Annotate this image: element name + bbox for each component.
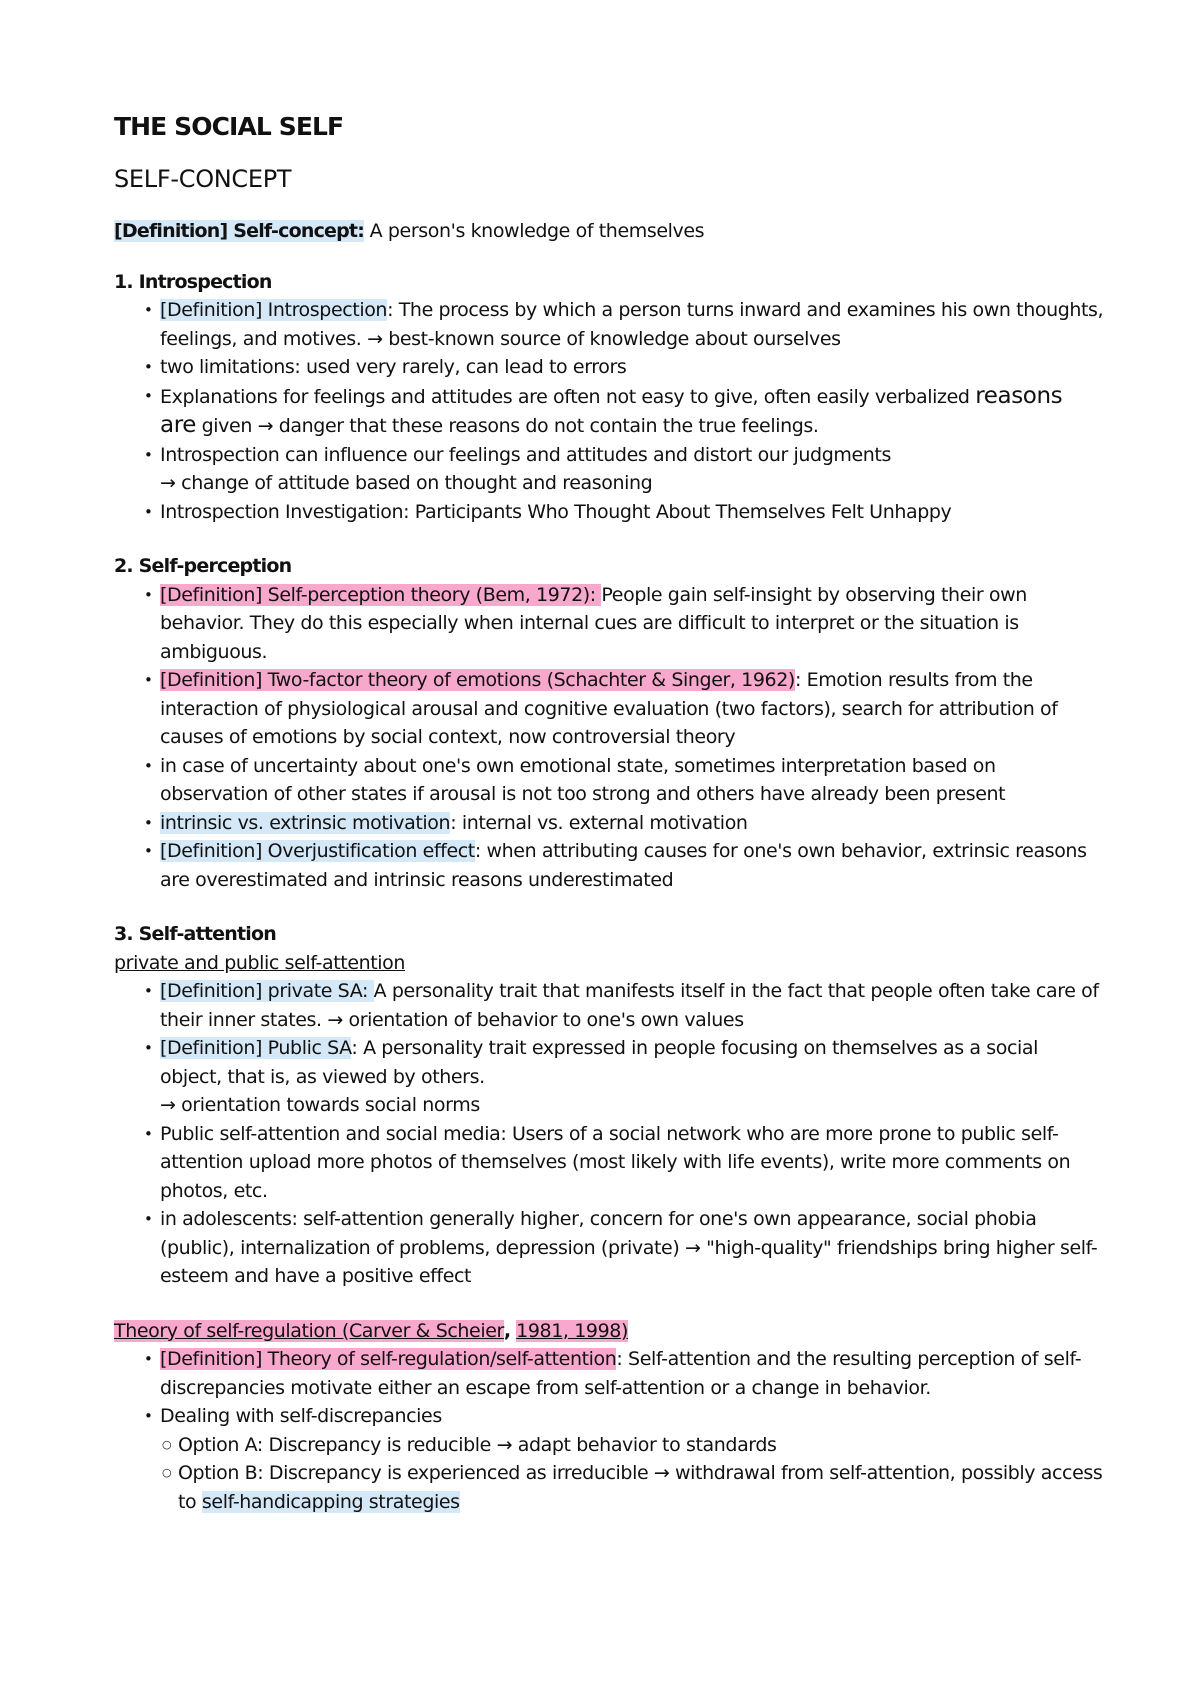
enlarged-text: reasons are — [160, 382, 1063, 438]
highlight-definition: [Definition] Theory of self-regulation/self-attention — [160, 1348, 617, 1370]
list-item-text: Dealing with self-discrepancies — [160, 1405, 442, 1427]
list-item-text: given → danger that these reasons do not contain the true feelings. — [196, 415, 819, 437]
list-item-text: : when attributing causes for one's own behavior, extrinsic reasons are overestimated and intrinsic reasons underestimated — [160, 840, 1087, 891]
list-item-text: A personality trait that manifests itself in the fact that people often take care of their inner states. → orientation of behavior to one's own values — [160, 980, 1099, 1031]
highlight-definition: [Definition] Two-factor theory of emotions (Schachter & Singer, 1962) — [160, 669, 795, 691]
list-item — [160, 977, 1104, 1034]
list-item-text: Explanations for feelings and attitudes are often not easy to give, often easily verbalized — [160, 385, 976, 408]
list-item — [160, 666, 1104, 752]
sublist-item: ○ Option A: Discrepancy is reducible → adapt behavior to standards — [178, 1431, 1104, 1460]
self-concept-definition — [114, 217, 1104, 246]
list-item — [160, 296, 1104, 353]
highlight-definition: [Definition] Public SA — [160, 1037, 352, 1059]
self-regulation-list — [114, 1345, 1104, 1516]
section-self-perception — [114, 552, 1104, 894]
list-item — [160, 382, 1104, 441]
section-title-self-perception: 2. Self-perception — [114, 555, 292, 577]
list-item — [160, 809, 1104, 838]
highlight-definition: [Definition] Self-perception theory (Bem, 1972): — [160, 583, 602, 606]
list-item: • in case of uncertainty about one's own emotional state, sometimes interpretation based on observation of other states if arousal is not too strong and others have already been present — [160, 752, 1104, 809]
list-item-text: → orientation towards social norms — [160, 1094, 480, 1116]
page-title: THE SOCIAL SELF — [114, 112, 344, 141]
list-item-text: : internal vs. external motivation — [450, 811, 748, 834]
list-item: • Introspection Investigation: Participants Who Thought About Themselves Felt Unhappy — [160, 498, 1104, 527]
introspection-list — [114, 296, 1104, 526]
theory-heading-part-b: 1981, 1998) — [516, 1319, 628, 1342]
theory-heading-part-a: Theory of self-regulation (Carver & Scheier — [114, 1319, 504, 1342]
sublist-item-text: Option B: Discrepancy is experienced as irreducible → withdrawal from self-attention, possibly access to — [178, 1462, 1103, 1513]
definition-label: [Definition] Self-concept: — [114, 220, 365, 242]
self-perception-list — [114, 581, 1104, 895]
theory-heading — [114, 1317, 1104, 1346]
list-item — [160, 1034, 1104, 1120]
highlight-term: intrinsic vs. extrinsic motivation — [160, 811, 451, 834]
list-item-text: : Emotion results from the interaction of physiological arousal and cognitive evaluation (two factors), search for attribution of causes of emotions by social context, now controversial theory — [160, 669, 1058, 748]
list-item — [160, 441, 1104, 498]
document-content — [114, 112, 1104, 1516]
list-item: • two limitations: used very rarely, can lead to errors — [160, 353, 1104, 382]
list-item-text: : Self-attention and the resulting perception of self-discrepancies motivate either an escape from self-attention or a change in behavior. — [160, 1348, 1082, 1399]
self-attention-list — [114, 977, 1104, 1291]
sublist-item — [178, 1459, 1104, 1516]
highlight-definition: [Definition] private SA: — [160, 980, 374, 1002]
options-sublist — [160, 1431, 1104, 1517]
highlight-definition: [Definition] Introspection — [160, 299, 388, 321]
list-item — [160, 1402, 1104, 1516]
page-subtitle: SELF-CONCEPT — [114, 165, 292, 193]
highlight-term: self-handicapping strategies — [201, 1490, 460, 1513]
list-item: • Public self-attention and social media: Users of a social network who are more prone to public self-attention upload more photos of themselves (most likely with life events), write more comments on photos, etc. — [160, 1120, 1104, 1206]
list-item-text: : A personality trait expressed in people focusing on themselves as a social object, that is, as viewed by others. — [160, 1037, 1039, 1088]
list-item-text: Introspection can influence our feelings and attitudes and distort our judgments — [160, 443, 891, 466]
list-item — [160, 1345, 1104, 1402]
list-item-text: People gain self-insight by observing their own behavior. They do this especially when internal cues are difficult to interpret or the situation is ambiguous. — [160, 583, 1027, 663]
definition-text: A person's knowledge of themselves — [364, 220, 705, 242]
list-item — [160, 581, 1104, 667]
section-self-regulation — [114, 1317, 1104, 1517]
list-item-text: : The process by which a person turns inward and examines his own thoughts, feelings, and motives. → best-known source of knowledge about ourselves — [160, 299, 1104, 350]
list-item-text: → change of attitude based on thought and reasoning — [160, 472, 653, 494]
section-title-introspection: 1. Introspection — [114, 270, 272, 293]
section-title-self-attention: 3. Self-attention — [114, 923, 276, 945]
section-introspection — [114, 268, 1104, 527]
theory-heading-comma: , — [503, 1319, 517, 1342]
list-item — [160, 837, 1104, 894]
subheading-private-public: private and public self-attention — [114, 951, 406, 974]
highlight-definition: [Definition] Overjustification effect — [160, 840, 475, 862]
list-item: • in adolescents: self-attention generally higher, concern for one's own appearance, social phobia (public), internalization of problems, depression (private) → "high-quality" friendships bring higher self-esteem and have a positive effect — [160, 1205, 1104, 1291]
section-self-attention — [114, 920, 1104, 1291]
